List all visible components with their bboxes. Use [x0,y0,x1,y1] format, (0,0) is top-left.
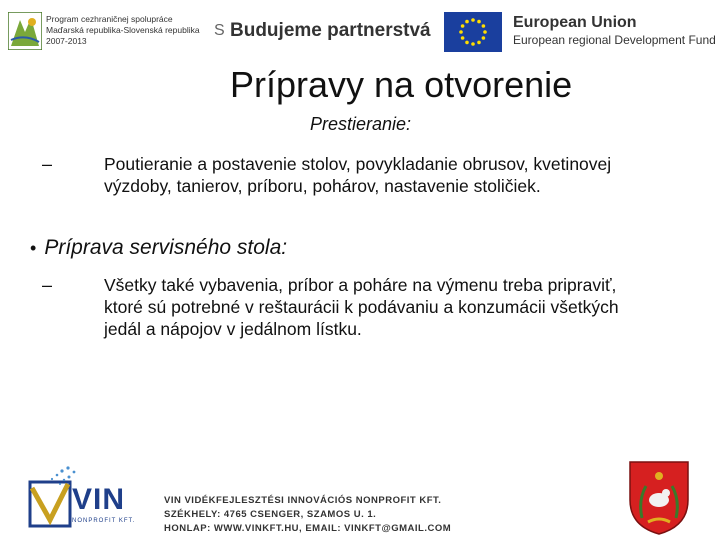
bullet-marker: • [30,238,37,258]
bullet-label: Príprava servisného stola: [44,236,288,259]
item-2-line: Všetky také vybavenia, príbor a poháre na výmenu treba pripraviť, [104,275,617,295]
item-2-line: ktoré sú potrebné v reštaurácii k podávaniu a konzumácii všetkých [104,297,619,317]
footer-info [164,494,451,536]
dash-marker: – [42,275,53,295]
footer-line: SZÉKHELY: 4765 CSENGER, SZAMOS U. 1. [164,509,377,520]
coat-of-arms-icon [628,460,690,536]
item-1-line: výzdoby, tanierov, príboru, pohárov, nastavenie stoličiek. [104,176,541,196]
partnership-mark: S [214,22,225,39]
footer-line: VIN VIDÉKFEJLESZTÉSI INNOVÁCIÓS NONPROFIT KFT. [164,495,442,506]
program-line: Maďarská republika-Slovenská republika [46,25,200,35]
vin-subtext: NONPROFIT KFT. [72,518,136,524]
header-bar [0,0,720,62]
eu-title: European Union [513,14,637,31]
slide-title: Prípravy na otvorenie [230,64,573,105]
bullet-heading [30,236,287,260]
eu-subtitle: European regional Development Fund [513,33,716,47]
partnership-slogan: Budujeme partnerstvá [230,20,431,41]
eu-flag-icon [444,12,502,52]
item-1-line: Poutieranie a postavenie stolov, povykladanie obrusov, kvetinovej [104,154,612,174]
program-line: Program cezhraničnej spolupráce [46,14,173,24]
footer-line: HONLAP: WWW.VINKFT.HU, EMAIL: VINKFT@GMAIL.COM [164,523,452,534]
item-1-text [104,153,611,197]
item-2-text [104,274,619,340]
dash-marker: – [42,154,53,174]
program-text [46,14,200,47]
vin-wordmark: VIN [72,483,126,516]
program-logo-icon [8,12,42,50]
program-line: 2007-2013 [46,36,87,46]
eu-text [513,14,716,48]
item-2-line: jedál a nápojov v jedálnom lístku. [104,319,362,339]
slide-subtitle: Prestieranie: [310,114,412,134]
